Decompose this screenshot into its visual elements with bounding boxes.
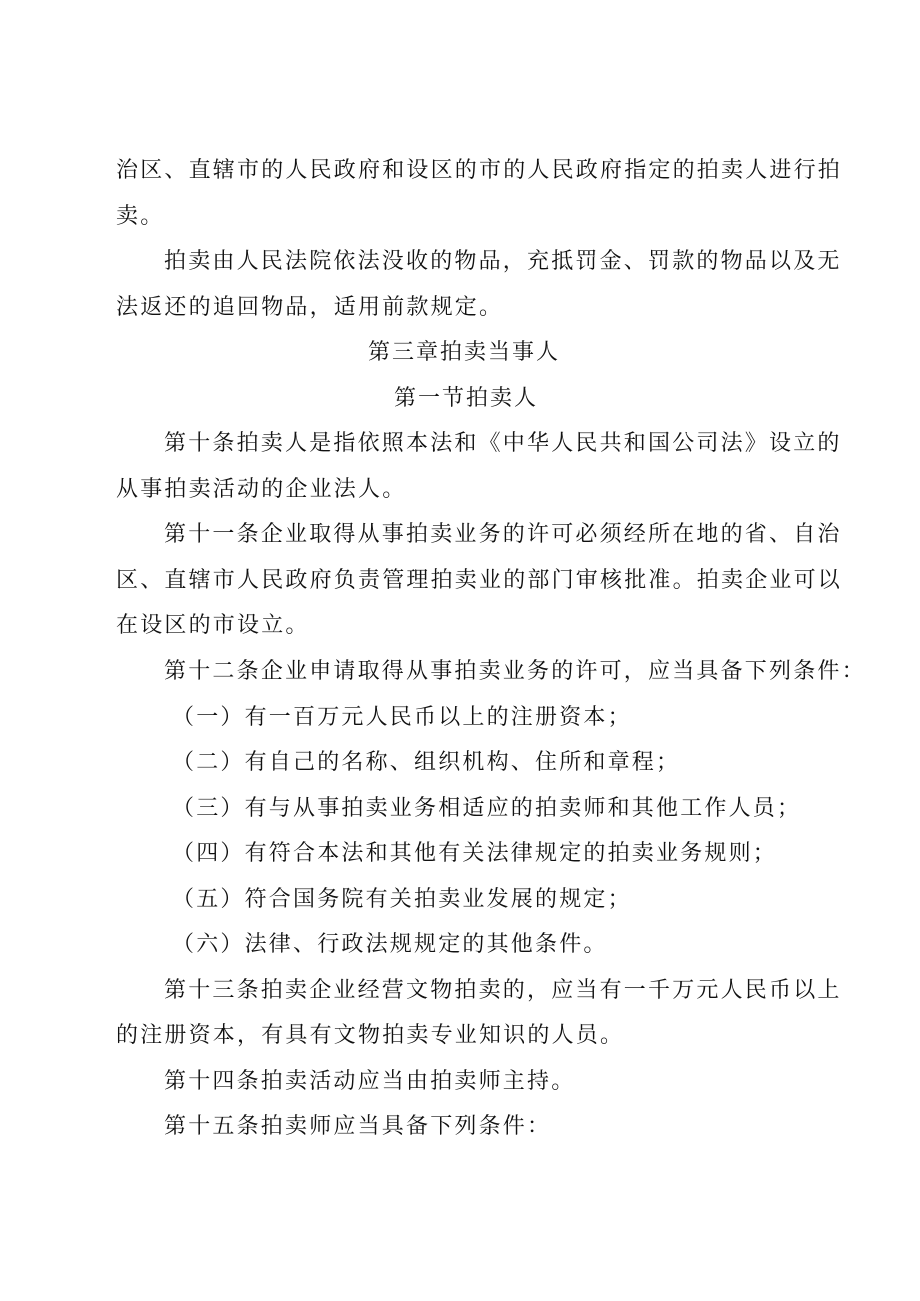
paragraph-line: 法返还的追回物品，适用前款规定。 — [116, 295, 504, 320]
article-10-line: 从事拍卖活动的企业法人。 — [116, 477, 407, 502]
list-item-6: （六）法律、行政法规规定的其他条件。 — [172, 932, 608, 957]
article-10-line: 第十条拍卖人是指依照本法和《中华人民共和国公司法》设立的 — [164, 431, 842, 456]
list-item-5: （五）符合国务院有关拍卖业发展的规定； — [172, 887, 632, 912]
list-item-3: （三）有与从事拍卖业务相适应的拍卖师和其他工作人员； — [172, 796, 802, 821]
chapter-title: 第三章拍卖当事人 — [368, 340, 561, 365]
article-12-line: 第十二条企业申请取得从事拍卖业务的许可，应当具备下列条件： — [164, 659, 866, 684]
article-14-line: 第十四条拍卖活动应当由拍卖师主持。 — [164, 1069, 576, 1094]
article-11-line: 第十一条企业取得从事拍卖业务的许可必须经所在地的省、自治 — [164, 522, 842, 547]
section-title: 第一节拍卖人 — [394, 386, 539, 411]
paragraph-line: 拍卖由人民法院依法没收的物品，充抵罚金、罚款的物品以及无 — [164, 249, 842, 274]
list-item-1: （一）有一百万元人民币以上的注册资本； — [172, 705, 632, 730]
article-13-line: 的注册资本，有具有文物拍卖专业知识的人员。 — [116, 1023, 625, 1048]
list-item-2: （二）有自己的名称、组织机构、住所和章程； — [172, 750, 681, 775]
list-item-4: （四）有符合本法和其他有关法律规定的拍卖业务规则； — [172, 841, 778, 866]
article-11-line: 在设区的市设立。 — [116, 613, 310, 638]
paragraph-continuation-line: 卖。 — [116, 204, 165, 229]
article-13-line: 第十三条拍卖企业经营文物拍卖的，应当有一千万元人民币以上 — [164, 978, 842, 1003]
paragraph-continuation-line: 治区、直辖市的人民政府和设区的市的人民政府指定的拍卖人进行拍 — [116, 158, 843, 183]
article-15-line: 第十五条拍卖师应当具备下列条件： — [164, 1114, 552, 1139]
article-11-line: 区、直辖市人民政府负责管理拍卖业的部门审核批准。拍卖企业可以 — [116, 568, 843, 593]
